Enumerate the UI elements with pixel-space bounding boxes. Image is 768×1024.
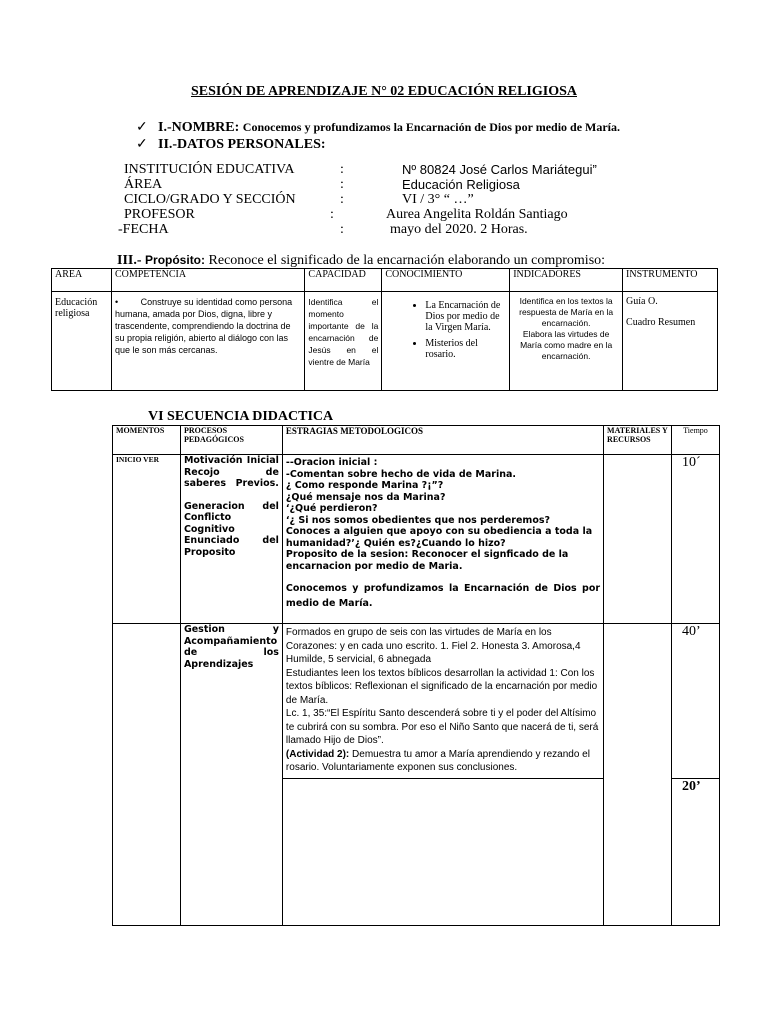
indicador-1: Identifica en los textos la respuesta de María en la encarnación. xyxy=(519,296,614,328)
header-tiempo: Tiempo xyxy=(672,426,720,455)
estrategia-grupos: Formados en grupo de seis con las virtudes de María en los Corazones: y en cada uno escrito. 1. Fiel 2. Honesta 3. Amorosa,4 Humilde, 5 servicial, 6 abnegada xyxy=(285,627,581,665)
table-row xyxy=(113,624,720,779)
check-icon: ✓ xyxy=(136,137,148,152)
colon: : xyxy=(340,162,344,177)
tiempo-desarrollo: 40’ xyxy=(672,624,720,779)
estrategia-line: ‘¿ Si nos somos obedientes que nos perderemos? xyxy=(285,514,551,526)
institucion-value: Nº 80824 José Carlos Mariátegui” xyxy=(402,162,597,177)
proceso-recojo: Recojo de saberes Previos. xyxy=(183,466,279,489)
estrategia-line: Proposito de la sesion: Reconocer el signficado de la encarnacion por medio de Maria. xyxy=(285,549,569,572)
fecha-value: mayo del 2020. 2 Horas. xyxy=(390,222,528,237)
capacidad-text: Identifica el momento importante de la encarnación de Jesús en el vientre de María xyxy=(308,297,379,367)
competencia-text xyxy=(115,296,301,356)
check-icon: ✓ xyxy=(136,120,148,135)
actividad2-label: (Actividad 2): xyxy=(285,748,350,760)
estrategia-cita: Lc. 1, 35:“El Espíritu Santo descenderá sobre ti y el poder del Altísimo te cubrirá con su sombra. Por eso el Niño Santo que nacerá de ti, será llamado Hijo de Dios”. xyxy=(285,708,599,746)
estrategia-lectura: Estudiantes leen los textos bíblicos desarrollan la actividad 1: Con los textos bíblicos: Reflexionan el significado de la encarnación por medio de María. xyxy=(285,667,598,706)
proposito-label: Propósito: xyxy=(145,253,206,267)
competencia-cell xyxy=(111,292,304,391)
proposito-text: Reconoce el significado de la encarnación elaborando un compromiso: xyxy=(208,253,606,268)
materiales-desarrollo-cell xyxy=(604,624,672,926)
header-estrategias: ESTRAGIAS METODOLOGICOS xyxy=(282,426,603,455)
colon: : xyxy=(340,177,344,192)
header-materiales: MATERIALES Y RECURSOS xyxy=(604,426,672,455)
header-competencia: COMPETENCIA xyxy=(111,269,304,292)
estrategia-actividad2 xyxy=(286,748,600,775)
estrategias-inicio-cell xyxy=(282,455,603,624)
datos-label: II.-DATOS PERSONALES: xyxy=(158,137,326,152)
table-row xyxy=(113,455,720,624)
indicadores-cell xyxy=(510,292,623,391)
estrategia-line: Conoces a alguien que apoyo con su obediencia a toda la humanidad?’¿ Quién es?¿Cuando lo hizo? xyxy=(285,526,593,549)
estrategia-line: --Oracion inicial : xyxy=(285,457,378,468)
indicador-2: Elabora las virtudes de María como madre en la encarnación. xyxy=(520,329,613,361)
materiales-inicio-cell xyxy=(604,455,672,624)
estrategia-line: ¿ Como responde Marina ?¡”? xyxy=(285,480,444,491)
proceso-motivacion: Motivación Inicial xyxy=(183,455,279,466)
inicio-cell: INICIO VER xyxy=(113,455,181,624)
tiempo-inicio: 10´ xyxy=(672,455,720,624)
actividad2-text: Demuestra tu amor a María aprendiendo y rezando el rosario. Voluntariamente exponen sus conclusiones. xyxy=(285,748,590,773)
profesor-label: PROFESOR xyxy=(124,207,195,222)
datos-block xyxy=(0,0,768,260)
competencias-table xyxy=(51,268,718,391)
area-value: Educación Religiosa xyxy=(402,177,520,192)
list-item: • Misterios del rosario. xyxy=(425,338,506,360)
header-capacidad: CAPACIDAD xyxy=(305,269,382,292)
nombre-value: Conocemos y profundizamos la Encarnación de Dios por medio de María. xyxy=(242,120,621,134)
proceso-conflicto: Generacion del Conflicto Cognitivo xyxy=(183,500,279,535)
table-header-row xyxy=(113,426,720,455)
proceso-gestion: Gestion y Acompañamiento de los Aprendizajes xyxy=(183,624,279,670)
fecha-label: -FECHA xyxy=(118,222,169,237)
page-title: SESIÓN DE APRENDIZAJE N° 02 EDUCACIÓN RELIGIOSA xyxy=(190,84,577,99)
momento-desarrollo-cell xyxy=(113,624,181,926)
list-item: • La Encarnación de Dios por medio de la Virgen María. xyxy=(425,300,506,333)
estrategias-extra-cell xyxy=(282,779,603,926)
conocimiento-cell xyxy=(382,292,510,391)
instrumento-1: Guía O. xyxy=(626,296,658,307)
header-conocimiento: CONOCIMIENTO xyxy=(382,269,510,292)
area-label: ÁREA xyxy=(124,177,163,192)
colon: : xyxy=(340,222,344,237)
estrategias-desarrollo-cell xyxy=(282,624,603,779)
area-cell: Educación religiosa xyxy=(52,292,112,391)
proposito-line xyxy=(117,253,605,269)
procesos-desarrollo-cell xyxy=(180,624,282,926)
estrategia-line: ‘¿Qué perdieron? xyxy=(285,503,378,514)
header-indicadores: INDICADORES xyxy=(510,269,623,292)
table-row xyxy=(52,292,718,391)
secuencia-title: VI SECUENCIA DIDACTICA xyxy=(148,409,334,424)
header-instrumento: INSTRUMENTO xyxy=(623,269,718,292)
secuencia-table xyxy=(112,425,720,926)
conocimiento-list xyxy=(385,300,506,360)
procesos-inicio-cell xyxy=(180,455,282,624)
estrategia-proposito: Conocemos y profundizamos la Encarnación de Dios por medio de María. xyxy=(285,583,601,609)
colon: : xyxy=(330,207,334,222)
header-area: AREA xyxy=(52,269,112,292)
proceso-enunciado: Enunciado del Proposito xyxy=(183,535,279,558)
nombre-label: I.-NOMBRE: xyxy=(158,120,240,135)
estrategia-line: -Comentan sobre hecho de vida de Marina. xyxy=(285,468,516,480)
bullet-icon: • xyxy=(114,297,141,307)
tiempo-cierre: 20’ xyxy=(672,779,720,926)
institucion-label: INSTITUCIÓN EDUCATIVA xyxy=(124,162,295,177)
colon: : xyxy=(340,192,344,207)
capacidad-cell xyxy=(305,292,382,391)
proposito-number: III.- xyxy=(117,253,142,268)
header-momentos: MOMENTOS xyxy=(113,426,181,455)
profesor-value: Aurea Angelita Roldán Santiago xyxy=(386,207,568,222)
competencia-value: Construye su identidad como persona humana, amada por Dios, digna, libre y trascendente, comprendiendo la doctrina de su propia religión, abierto al diálogo con las que le son más cercanas. xyxy=(114,297,293,355)
instrumento-2: Cuadro Resumen xyxy=(626,317,696,328)
header-procesos: PROCESOS PEDAGÓGICOS xyxy=(180,426,282,455)
estrategia-line: ¿Qué mensaje nos da Marina? xyxy=(285,491,446,503)
table-header-row xyxy=(52,269,718,292)
ciclo-label: CICLO/GRADO Y SECCIÓN xyxy=(124,192,296,207)
instrumento-cell xyxy=(623,292,718,391)
ciclo-value: VI / 3° “ …” xyxy=(402,192,474,207)
